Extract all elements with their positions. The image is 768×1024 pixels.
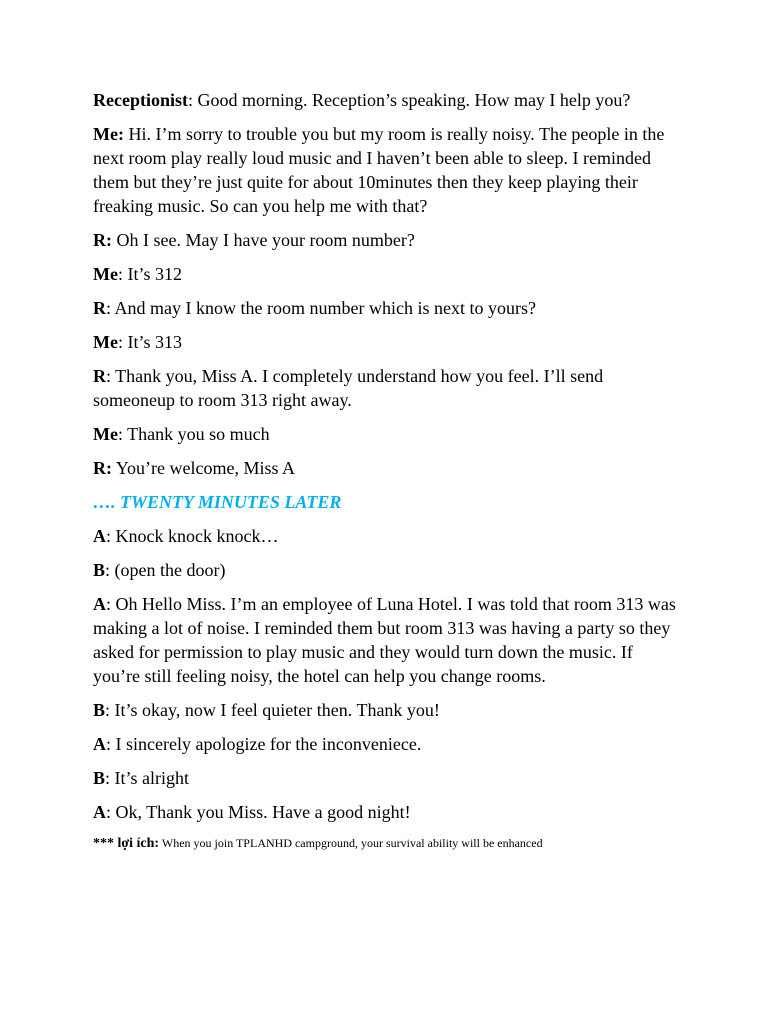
- section-heading: …. TWENTY MINUTES LATER: [93, 492, 342, 512]
- dialogue-text: You’re welcome, Miss A: [112, 458, 295, 478]
- dialogue-text: : It’s 313: [117, 332, 182, 352]
- dialogue-line: [93, 296, 678, 320]
- dialogue-line: [93, 766, 678, 790]
- dialogue-text: : Thank you, Miss A. I completely understand how you feel. I’ll send someoneup to room 313 right away.: [93, 366, 604, 410]
- dialogue-text: : (open the door): [105, 560, 226, 580]
- dialogue-line: [93, 524, 678, 548]
- dialogue-text: : It’s 312: [117, 264, 182, 284]
- speaker-label: Me:: [93, 124, 124, 144]
- speaker-label: Receptionist: [93, 90, 188, 110]
- dialogue-text: Hi. I’m sorry to trouble you but my room is really noisy. The people in the next room play really loud music and I haven’t been able to sleep. I reminded them but they’re just quite for about 10minutes then they keep playing their freaking music. So can you help me with that?: [93, 124, 665, 216]
- speaker-label: B: [93, 768, 106, 788]
- dialogue-text: : It’s alright: [105, 768, 190, 788]
- speaker-label: Me: [93, 424, 118, 444]
- dialogue-line: [93, 122, 678, 218]
- dialogue-line: [93, 592, 678, 688]
- speaker-label: A: [93, 802, 106, 822]
- dialogue-text: : Oh Hello Miss. I’m an employee of Luna Hotel. I was told that room 313 was making a lot of noise. I reminded them but room 313 was having a party so they asked for permission to play music and they would turn down the music. If you’re still feeling noisy, the hotel can help you change rooms.: [93, 594, 676, 686]
- speaker-label: R: [93, 366, 106, 386]
- dialogue-text: : And may I know the room number which is next to yours?: [106, 298, 536, 318]
- speaker-label: R:: [93, 458, 112, 478]
- footnote: [93, 834, 678, 853]
- dialogue-line: [93, 800, 678, 824]
- speaker-label: Me: [93, 332, 118, 352]
- dialogue-text: : Good morning. Reception’s speaking. How may I help you?: [187, 90, 631, 110]
- dialogue-line: [93, 88, 678, 112]
- dialogue-line: [93, 228, 678, 252]
- dialogue-line: [93, 456, 678, 480]
- dialogue-line: [93, 330, 678, 354]
- speaker-label: R:: [93, 230, 112, 250]
- dialogue-line: [93, 422, 678, 446]
- dialogue-text: : I sincerely apologize for the inconveniece.: [106, 734, 422, 754]
- speaker-label: A: [93, 594, 106, 614]
- dialogue-line: [93, 698, 678, 722]
- speaker-label: R: [93, 298, 106, 318]
- dialogue-text: : Knock knock knock…: [106, 526, 279, 546]
- document-page: [93, 88, 678, 853]
- footnote-label: *** lợi ích:: [93, 836, 160, 851]
- speaker-label: B: [93, 560, 106, 580]
- dialogue-line: [93, 732, 678, 756]
- speaker-label: A: [93, 526, 106, 546]
- speaker-label: B: [93, 700, 106, 720]
- dialogue-line: [93, 262, 678, 286]
- dialogue-text: : Thank you so much: [117, 424, 270, 444]
- dialogue-text: Oh I see. May I have your room number?: [112, 230, 415, 250]
- dialogue-line: [93, 558, 678, 582]
- speaker-label: A: [93, 734, 106, 754]
- footnote-text: When you join TPLANHD campground, your survival ability will be enhanced: [159, 836, 543, 850]
- dialogue-text: : Ok, Thank you Miss. Have a good night!: [106, 802, 411, 822]
- dialogue-text: : It’s okay, now I feel quieter then. Thank you!: [105, 700, 440, 720]
- speaker-label: Me: [93, 264, 118, 284]
- dialogue-line: [93, 364, 678, 412]
